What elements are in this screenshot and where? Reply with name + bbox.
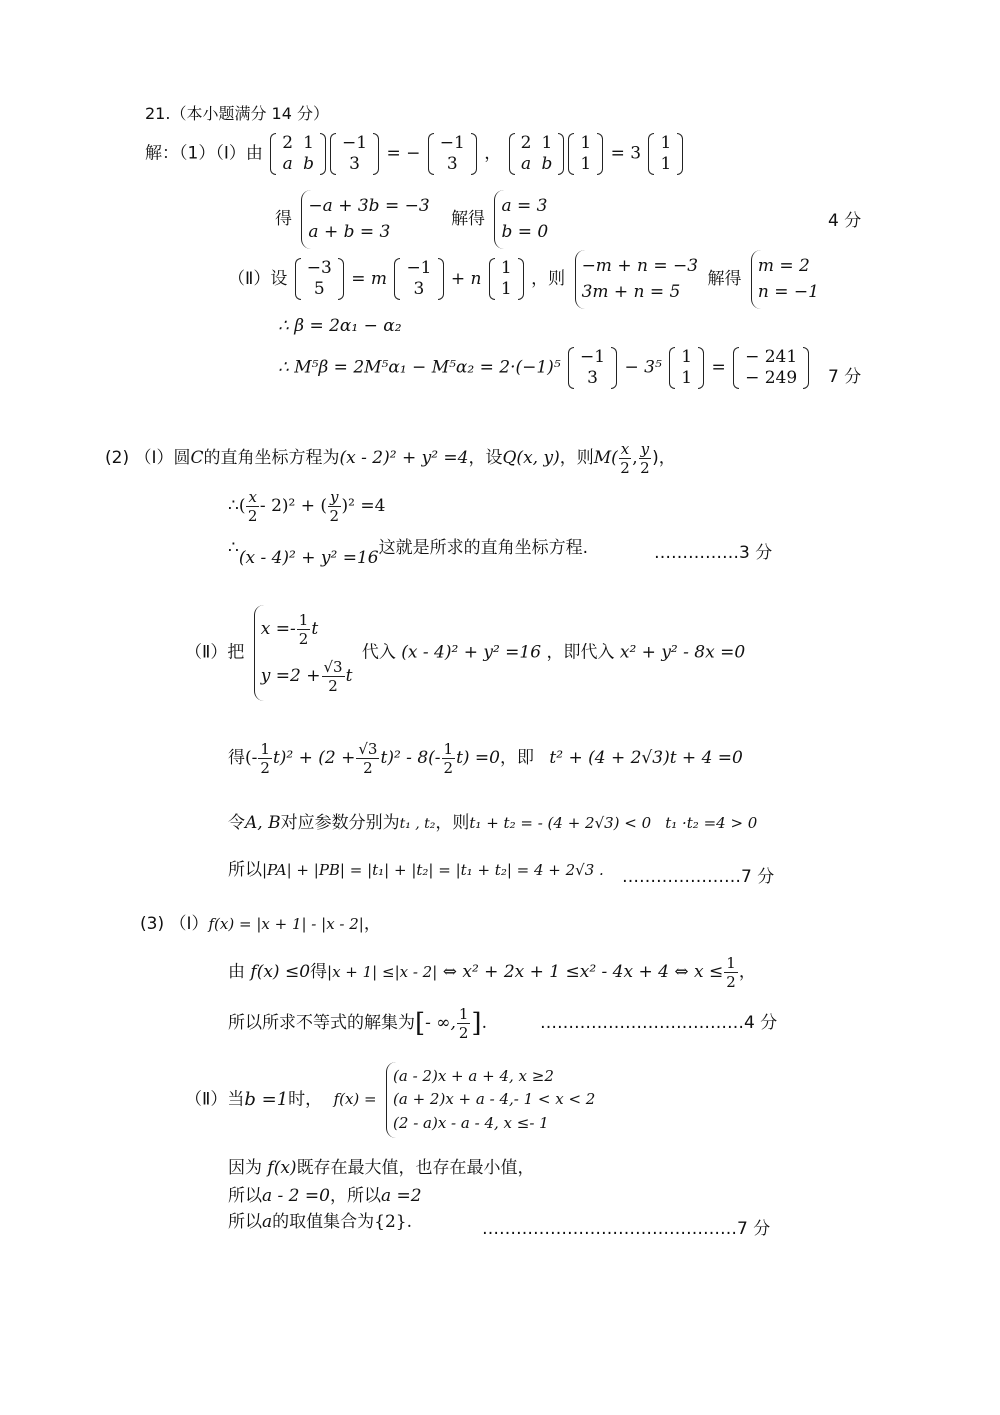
- part3-ii: （Ⅱ）当b =1时， f(x) = (a - 2)x + a + 4, x ≥2 (a + 2)x + a - 4,- 1 < x < 2 (2 - a)x - a - 4, x ≤- 1: [185, 1062, 599, 1138]
- vector-alpha2: 1 1: [489, 258, 524, 300]
- part2-line2: ∴( $\frac{x}{2}$ - 2)² + ( $\frac{y}{2}$ )² =4: [228, 488, 386, 525]
- vector-alpha1: −1 3: [394, 258, 443, 300]
- part2-substituted: 得(- $\frac{1}{2}$ t)² + (2 + $\frac{√3}{2}$ t)² - 8(- $\frac{1}{2}$ t) =0，即 t² + (4 + 2√3)t + 4 =0: [228, 740, 743, 777]
- piecewise-f: (a - 2)x + a + 4, x ≥2 (a + 2)x + a - 4,- 1 < x < 2 (2 - a)x - a - 4, x ≤- 1: [386, 1062, 595, 1138]
- vector-beta: −3 5: [295, 258, 344, 300]
- vector-1-1b: 1 1: [648, 133, 683, 175]
- part3-y3: 所以a的取值集合为{2}.: [228, 1212, 412, 1232]
- beta-relation: ∴ β = 2α₁ − α₂: [278, 316, 402, 336]
- score-7b: …………………7 分: [622, 867, 775, 887]
- part2-ii: （Ⅱ）把 x =- $\frac{1}{2}$ t y =2 + $\frac{√3}{2}$ t 代入 (x - 4)² + y² =16 ，即代入 x² + y² - 8x =0: [185, 605, 745, 701]
- part3-line2: 由 f(x) ≤0得|x + 1| ≤|x - 2| ⇔ x² + 2x + 1 ≤x² - 4x + 4 ⇔ x ≤ $\frac{1}{2}$ ，: [228, 954, 756, 991]
- part1-line1: 解：（1）（Ⅰ）由 2 1 a b −1 3 = − −1 3 ， 2 1 a b 1 1 = 3 1 1: [145, 133, 685, 175]
- matrix-A: 2 1 a b: [270, 133, 326, 175]
- part3-line1: (3) （Ⅰ）f(x) = |x + 1| - |x - 2|，: [140, 914, 381, 934]
- part1-ii: （Ⅱ）设 −3 5 = m −1 3 + n 1 1 ，则 −m + n = −3 3m + n = 5 解得 m = 2 n = −1: [228, 250, 823, 309]
- part3-line3: 所以所求不等式的解集为[- ∞, $\frac{1}{2}$ ].: [228, 1005, 487, 1042]
- part2-params: 令A, B对应参数分别为t₁ , t₂，则t₁ + t₂ = - (4 + 2√3) < 0 t₁ ·t₂ =4 > 0: [228, 813, 758, 833]
- score-7c: ………………………………………7 分: [482, 1219, 771, 1239]
- score-4b: ………………………………4 分: [540, 1013, 778, 1033]
- part2-line3: ∴(x - 4)² + y² =16这就是所求的直角坐标方程.: [228, 538, 589, 568]
- vector-1-1c: 1 1: [669, 347, 704, 389]
- score-7a: 7 分: [828, 367, 862, 387]
- vector-neg1-3c: −1 3: [568, 347, 617, 389]
- system-mn: −m + n = −3 3m + n = 5: [575, 250, 698, 309]
- vector-neg1-3: −1 3: [330, 133, 379, 175]
- part2-final: 所以|PA| + |PB| = |t₁| + |t₂| = |t₁ + t₂| = 4 + 2√3 .: [228, 860, 604, 880]
- param-system: x =- $\frac{1}{2}$ t y =2 + $\frac{√3}{2}$ t: [254, 605, 353, 701]
- problem-title: 21.（本小题满分 14 分）: [145, 104, 329, 123]
- part3-y2: 所以a - 2 =0，所以a =2: [228, 1186, 422, 1206]
- system-ab: −a + 3b = −3 a + b = 3: [301, 190, 429, 249]
- vector-1-1: 1 1: [568, 133, 603, 175]
- solution-ab: a = 3 b = 0: [494, 190, 548, 249]
- solution-mn: m = 2 n = −1: [751, 250, 819, 309]
- vector-result: − 241 − 249: [733, 347, 809, 389]
- matrix-A2: 2 1 a b: [509, 133, 565, 175]
- score-3: ……………3 分: [654, 543, 773, 563]
- part2-line1: (2) （Ⅰ）圆C的直角坐标方程为(x - 2)² + y² =4，设Q(x, y)，则M( $\frac{x}{2}$ , $\frac{y}{2}$ )，: [105, 440, 676, 477]
- part3-y1: 因为 f(x)既存在最大值，也存在最小值，: [228, 1158, 535, 1178]
- part1-system: 得 −a + 3b = −3 a + b = 3 解得 a = 3 b = 0: [275, 190, 552, 249]
- score-4: 4 分: [828, 211, 862, 231]
- m5-line: ∴ M⁵β = 2M⁵α₁ − M⁵α₂ = 2·(−1)⁵ −1 3 − 3⁵ 1 1 = − 241 − 249: [278, 347, 811, 389]
- vector-neg1-3b: −1 3: [428, 133, 477, 175]
